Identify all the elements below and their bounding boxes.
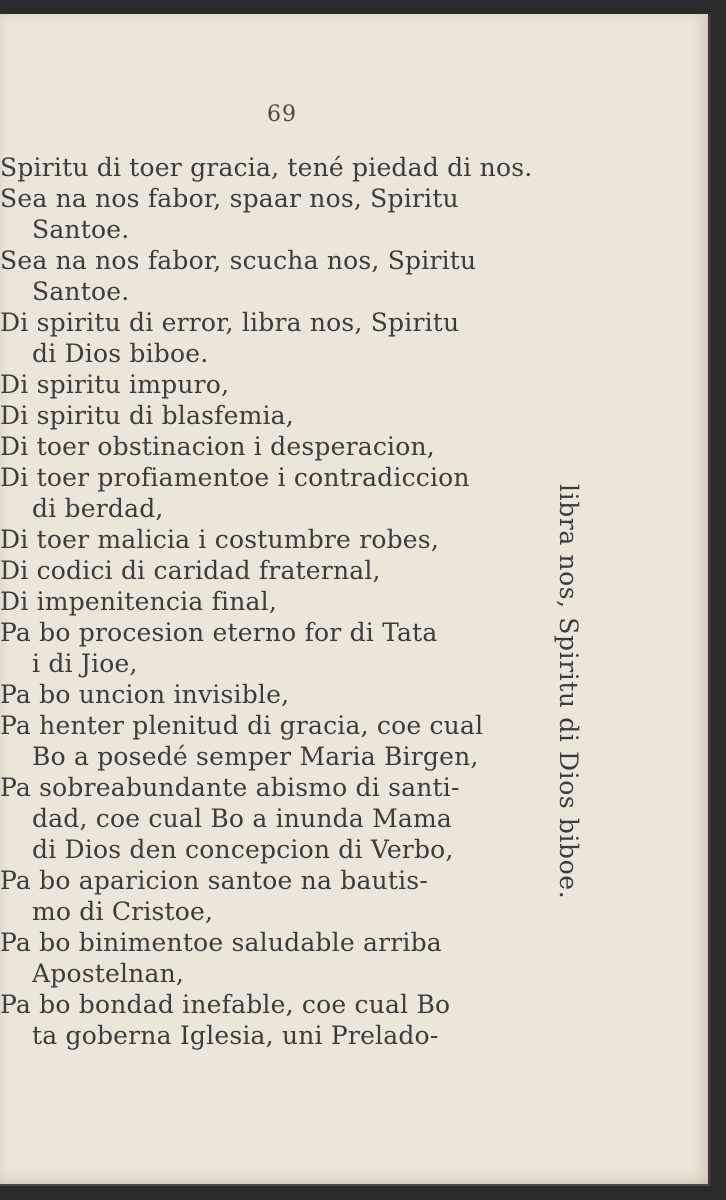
text-line: Di toer profiamentoe i contradiccion [0, 463, 470, 492]
text-line: Bo a posedé semper Maria Birgen, [32, 742, 479, 771]
text-line: Pa sobreabundante abismo di santi- [0, 773, 460, 802]
text-line: Pa bo binimentoe saludable arriba [0, 928, 442, 957]
text-line: Pa bo aparicion santoe na bautis- [0, 866, 428, 895]
text-line: di Dios biboe. [32, 339, 209, 368]
text-line: Di toer malicia i costumbre robes, [0, 525, 439, 554]
text-line: mo di Cristoe, [32, 897, 214, 926]
text-line: Sea na nos fabor, spaar nos, Spiritu [0, 184, 459, 213]
text-line: di Dios den concepcion di Verbo, [32, 835, 454, 864]
text-line: Di spiritu di error, libra nos, Spiritu [0, 308, 460, 337]
page-number: 69 [267, 102, 297, 127]
text-line: Santoe. [32, 215, 130, 244]
text-line: Di impenitencia final, [0, 587, 277, 616]
text-line: Pa bo procesion eterno for di Tata [0, 618, 438, 647]
text-line: Apostelnan, [32, 959, 185, 988]
text-line: Spiritu di toer gracia, tené piedad di nos. [0, 153, 533, 182]
text-line: Pa bo bondad inefable, coe cual Bo [0, 990, 451, 1019]
text-line: Sea na nos fabor, scucha nos, Spiritu [0, 246, 477, 275]
text-line: Di codici di caridad fraternal, [0, 556, 381, 585]
text-line: Pa henter plenitud di gracia, coe cual [0, 711, 484, 740]
text-line: Santoe. [32, 277, 130, 306]
text-line: ta goberna Iglesia, uni Prelado- [32, 1021, 439, 1050]
vertical-response-text: libra nos, Spiritu di Dios biboe. [554, 484, 583, 900]
book-page [0, 14, 711, 1186]
text-line: dad, coe cual Bo a inunda Mama [32, 804, 453, 833]
text-line: Di toer obstinacion i desperacion, [0, 432, 435, 461]
text-line: Di spiritu impuro, [0, 370, 230, 399]
text-line: i di Jioe, [32, 649, 138, 678]
text-line: Pa bo uncion invisible, [0, 680, 290, 709]
text-line: Di spiritu di blasfemia, [0, 401, 294, 430]
text-line: di berdad, [32, 494, 164, 523]
